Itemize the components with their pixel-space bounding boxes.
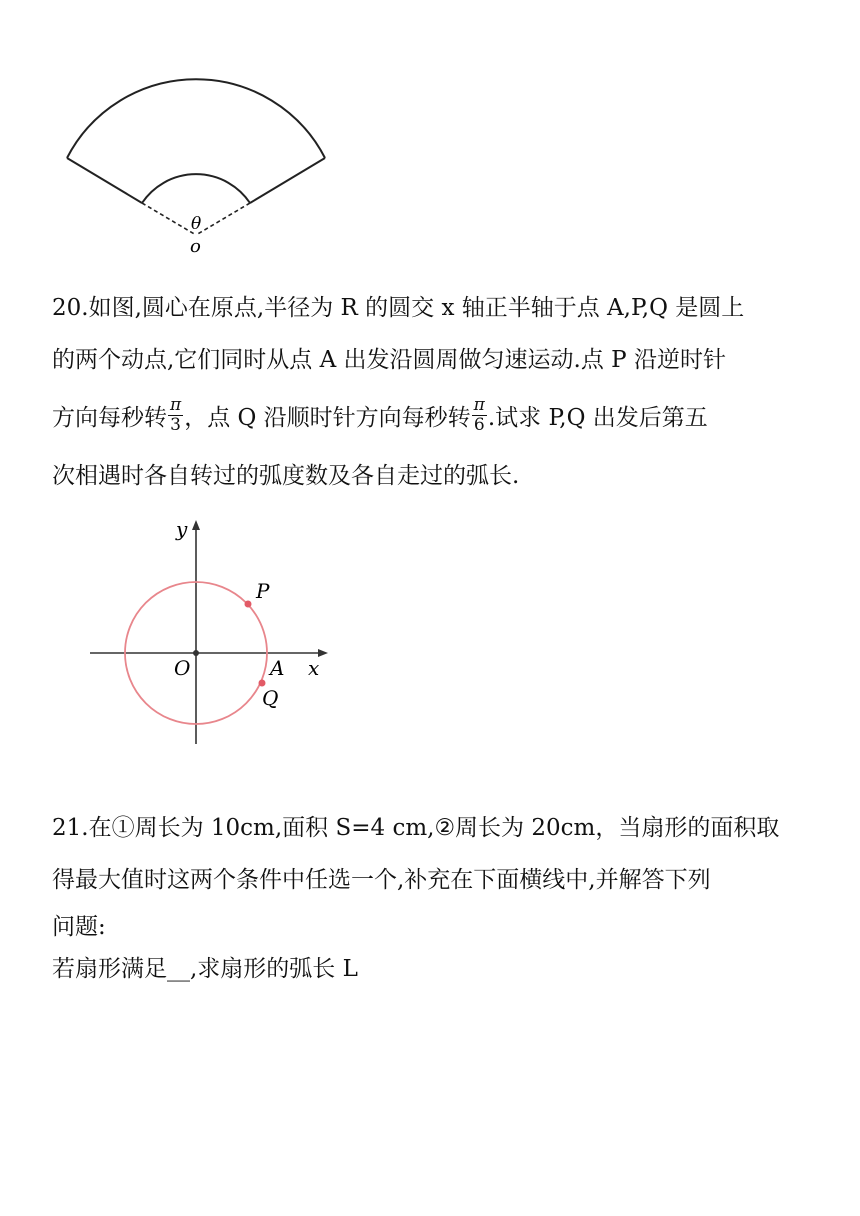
origin-label: O: [174, 656, 191, 680]
fraction-2-numerator: π: [473, 394, 485, 415]
fraction-pi-over-3: [168, 396, 183, 435]
circle-axes-figure: [82, 512, 342, 752]
x-axis-arrow: [318, 649, 328, 657]
question-20: [52, 282, 822, 502]
point-q-label: Q: [262, 686, 279, 710]
q20-line-3-part-b: ，点 Q 沿顺时针方向每秒转: [184, 405, 471, 431]
point-a-label: A: [270, 656, 285, 680]
x-axis-label: x: [308, 656, 320, 680]
theta-label: θ: [191, 214, 202, 234]
inner-arc: [142, 174, 250, 203]
q20-line-2: 的两个动点,它们同时从点 A 出发沿圆周做匀速运动.点 P 沿逆时针: [52, 347, 726, 373]
q21-line-2: 得最大值时这两个条件中任选一个,补充在下面横线中,并解答下列: [52, 867, 711, 893]
q20-line-4: 次相遇时各自转过的弧度数及各自走过的弧长.: [52, 463, 520, 489]
left-edge: [67, 158, 142, 203]
q21-line-4: 若扇形满足__,求扇形的弧长 L: [52, 956, 358, 982]
fraction-1-denominator: 3: [170, 414, 181, 435]
center-o-label: o: [190, 236, 201, 257]
right-edge: [250, 158, 325, 203]
y-axis-label: y: [176, 517, 188, 541]
fraction-2-denominator: 6: [473, 414, 485, 435]
q21-line-3: 问题:: [52, 914, 106, 940]
outer-arc: [67, 79, 325, 158]
q20-line-3-part-a: 方向每秒转: [52, 405, 167, 431]
q20-line-3-part-c: .试求 P,Q 出发后第五: [487, 405, 708, 431]
question-21: [52, 802, 822, 990]
fraction-pi-over-6: [472, 396, 487, 435]
point-p: [245, 601, 252, 608]
fraction-1-numerator: π: [170, 394, 182, 415]
point-p-label: P: [256, 579, 270, 603]
right-dashed-radius: [196, 203, 250, 235]
origin-point: [193, 650, 199, 656]
sector-figure: [55, 52, 335, 267]
left-dashed-radius: [142, 203, 196, 235]
q20-line-3: [52, 386, 822, 450]
q20-line-1: 20.如图,圆心在原点,半径为 R 的圆交 x 轴正半轴于点 A,P,Q 是圆上: [52, 295, 745, 321]
q21-line-1: 21.在①周长为 10cm,面积 S=4 cm,②周长为 20cm，当扇形的面积取: [52, 815, 780, 841]
y-axis-arrow: [192, 520, 200, 530]
